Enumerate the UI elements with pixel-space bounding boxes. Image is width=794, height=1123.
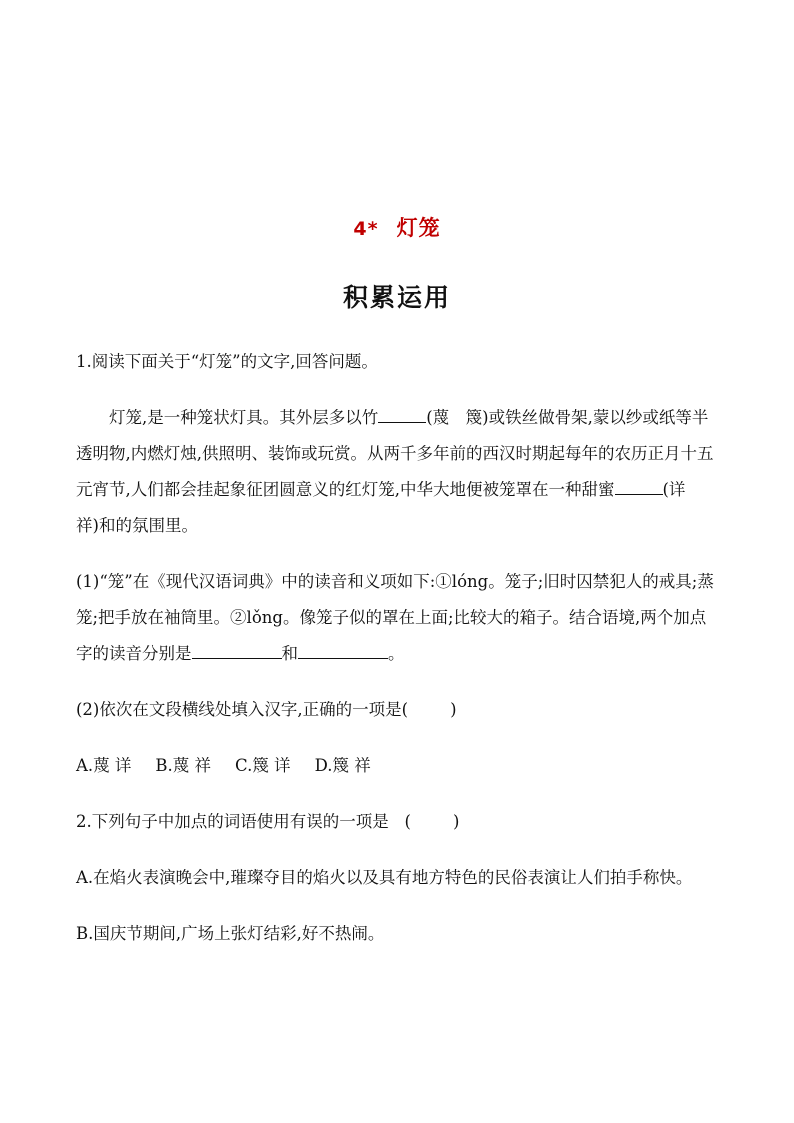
lesson-number: 4* bbox=[353, 218, 379, 240]
passage-blank-1 bbox=[378, 404, 426, 423]
passage-choice-2: (详 祥) bbox=[76, 480, 702, 535]
passage-choice-1: (蔑 篾) bbox=[426, 408, 489, 427]
lesson-name: 灯笼 bbox=[396, 216, 441, 240]
sub-2-text: (2)依次在文段横线处填入汉字,正确的一项是 bbox=[76, 700, 402, 719]
lesson-title bbox=[0, 212, 794, 242]
sub-1-blank-1 bbox=[192, 640, 282, 659]
sub-2-paren-open: ( bbox=[401, 700, 409, 719]
question-1-sub-1 bbox=[76, 564, 722, 672]
section-heading: 积累运用 bbox=[342, 283, 451, 312]
sub-2-paren-close: ) bbox=[450, 700, 457, 719]
passage-part-1: 灯笼,是一种笼状灯具。其外层多以竹 bbox=[109, 408, 379, 427]
sub-1-text: (1)“笼”在《现代汉语词典》中的读音和义项如下:①lóng。笼子;旧时囚禁犯人的戒具;蒸笼;把手放在袖筒里。②lǒng。像笼子似的罩在上面;比较大的箱子。结合语境,两个加点字的读音分别是 bbox=[76, 572, 714, 663]
q2-paren-open: ( bbox=[404, 812, 411, 831]
passage-blank-2 bbox=[615, 476, 663, 495]
q2-paren-close: ) bbox=[452, 812, 460, 831]
sub-1-blank-2 bbox=[298, 640, 388, 659]
q2-stem-text: 2.下列句子中加点的词语使用有误的一项是 bbox=[76, 812, 389, 831]
option-b: B.蔑 祥 bbox=[155, 756, 212, 775]
question-2-option-b: B.国庆节期间,广场上张灯结彩,好不热闹。 bbox=[76, 924, 385, 943]
question-2-option-a: A.在焰火表演晚会中,璀璨夺目的焰火以及具有地方特色的民俗表演让人们拍手称快。 bbox=[76, 868, 693, 887]
option-c: C.篾 详 bbox=[235, 756, 291, 775]
option-d: D.篾 祥 bbox=[314, 756, 371, 775]
sub-1-connector: 和 bbox=[281, 644, 298, 663]
sub-1-end: 。 bbox=[388, 644, 405, 663]
question-1-passage bbox=[76, 400, 722, 544]
question-2-stem bbox=[76, 804, 722, 840]
question-1-sub-2 bbox=[76, 692, 722, 728]
passage-part-3: 和的氛围里。 bbox=[98, 516, 198, 535]
question-1-options bbox=[76, 748, 722, 784]
questions-body bbox=[76, 344, 722, 972]
option-a: A.蔑 详 bbox=[76, 756, 132, 775]
passage-part-2: 或铁丝做骨架,蒙以纱或纸等半透明物,内燃灯烛,供照明、装饰或玩赏。从两千多年前的西汉时期起每年的农历正月十五元宵节,人们都会挂起象征团圆意义的红灯笼,中华大地便被笼罩在一种甜蜜 bbox=[76, 408, 714, 499]
question-1-stem: 1.阅读下面关于“灯笼”的文字,回答问题。 bbox=[76, 352, 378, 371]
